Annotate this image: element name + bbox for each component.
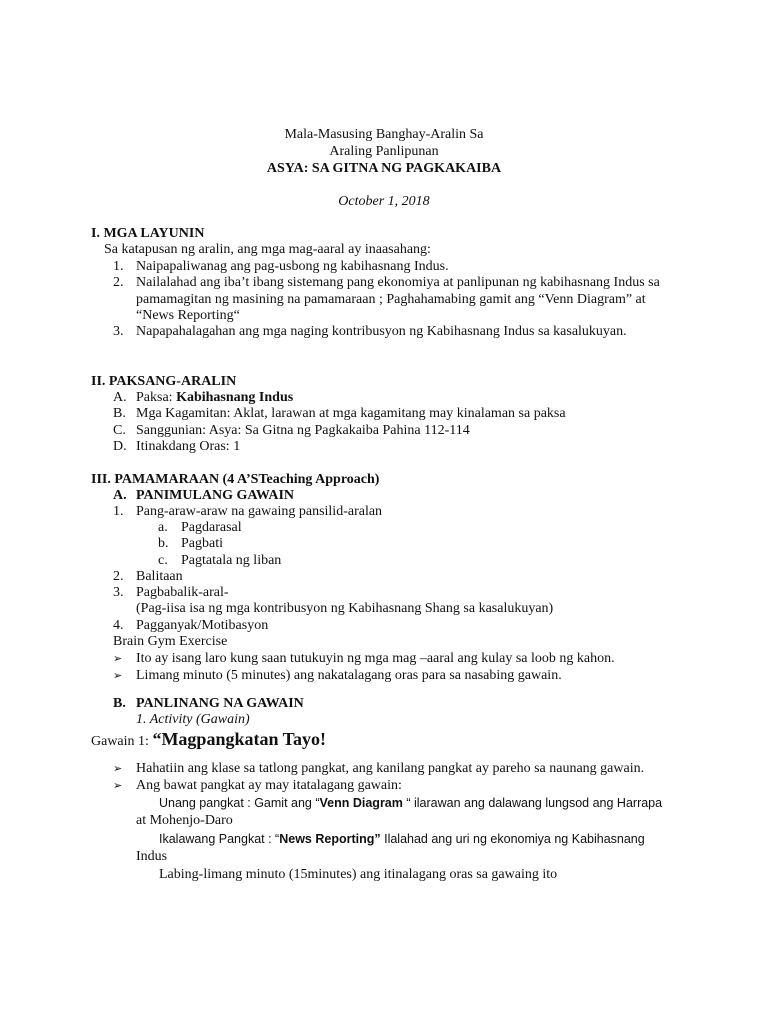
arrowhead-bullet-icon: ➢ — [113, 762, 123, 775]
objective-2-cont-1: pamamagitan ng masining na pamamaraan ; Paghahamabing gamit ang “Venn Diagram” at — [136, 292, 646, 307]
brain-gym-label: Brain Gym Exercise — [113, 634, 228, 649]
activity-label: 1. Activity (Gawain) — [136, 712, 250, 727]
layunin-heading: I. MGA LAYUNIN — [91, 226, 205, 241]
step-1: 1. Pang-araw-araw na gawaing pansilid-aralan — [113, 504, 383, 519]
closing-note: Labing-limang minuto (15minutes) ang itinalagang oras sa gawaing ito — [159, 867, 558, 882]
arrowhead-bullet-icon: ➢ — [113, 652, 123, 665]
arrowhead-bullet-icon: ➢ — [113, 779, 123, 792]
group-1-task: Unang pangkat : Gamit ang “Venn Diagram “ ilarawan ang dalawang lungsod ang Harrapa — [159, 796, 663, 810]
kagamitan-item: B. Mga Kagamitan: Aklat, larawan at mga kagamitang may kinalaman sa paksa — [113, 406, 566, 421]
arrowhead-bullet-icon: ➢ — [113, 669, 123, 682]
pamamaraan-heading: III. PAMAMARAAN (4 A’STeaching Approach) — [91, 472, 380, 487]
title-line-1: Mala-Masusing Banghay-Aralin Sa — [284, 127, 484, 142]
substep-c: c. Pagtatala ng liban — [158, 553, 282, 568]
paksa-item: A. Paksa: Kabihasnang Indus — [113, 390, 294, 405]
bullet-item: ➢ Ang bawat pangkat ay may itatalagang gawain: — [113, 778, 402, 793]
step-3-note: (Pag-iisa isa ng mga kontribusyon ng Kabihasnang Shang sa kasalukuyan) — [136, 601, 554, 616]
main-title: ASYA: SA GITNA NG PAGKAKAIBA — [266, 161, 502, 176]
bullet-item: ➢ Ito ay isang laro kung saan tutukuyin ng mga mag –aaral ang kulay sa loob ng kahon. — [113, 651, 615, 666]
substep-a: a. Pagdarasal — [158, 520, 242, 535]
group-2-task: Ikalawang Pangkat : “News Reporting” Ilalahad ang uri ng ekonomiya ng Kabihasnang — [159, 832, 645, 846]
objective-2-cont-2: “News Reporting“ — [136, 308, 240, 323]
substep-b: b. Pagbati — [158, 536, 223, 551]
objective-2: 2. Nailalahad ang iba’t ibang sistemang pang ekonomiya at panlipunan ng kabihasnang Indus sa — [113, 275, 660, 290]
oras-item: D. Itinakdang Oras: 1 — [113, 439, 241, 454]
objective-3: 3. Napapahalagahan ang mga naging kontribusyon ng Kabihasnang Indus sa kasalukuyan. — [113, 324, 627, 339]
bullet-item: ➢ Limang minuto (5 minutes) ang nakatalagang oras para sa nasabing gawain. — [113, 668, 562, 683]
sanggunian-item: C. Sanggunian: Asya: Sa Gitna ng Pagkakaiba Pahina 112-114 — [113, 423, 470, 438]
objective-1: 1. Naipapaliwanag ang pag-usbong ng kabihasnang Indus. — [113, 259, 449, 274]
gawain-heading: Gawain 1: “Magpangkatan Tayo! — [91, 729, 326, 749]
group-1-task-cont: at Mohenjo-Daro — [136, 813, 233, 828]
section-a-heading: A. PANIMULANG GAWAIN — [113, 488, 295, 503]
paksang-heading: II. PAKSANG-ARALIN — [91, 374, 237, 389]
layunin-intro: Sa katapusan ng aralin, ang mga mag-aaral ay inaasahang: — [104, 242, 431, 257]
bullet-item: ➢ Hahatiin ang klase sa tatlong pangkat, ang kanilang pangkat ay pareho sa naunang gawain. — [113, 761, 645, 776]
section-b-heading: B. PANLINANG NA GAWAIN — [113, 696, 304, 711]
step-4: 4. Pagganyak/Motibasyon — [113, 618, 269, 633]
title-line-2: Araling Panlipunan — [329, 144, 439, 159]
group-2-task-cont: Indus — [136, 849, 168, 864]
document-date: October 1, 2018 — [338, 194, 430, 209]
step-3: 3. Pagbabalik-aral- — [113, 585, 229, 600]
step-2: 2. Balitaan — [113, 569, 183, 584]
